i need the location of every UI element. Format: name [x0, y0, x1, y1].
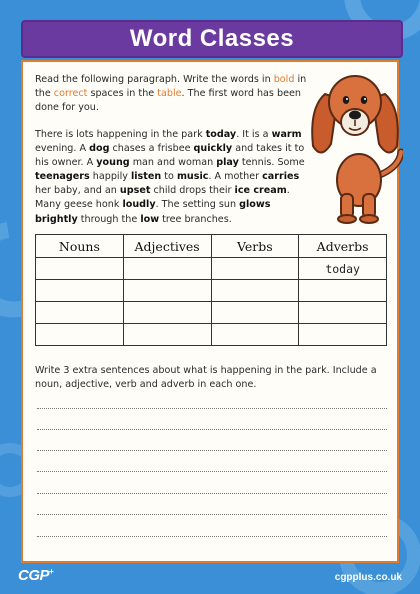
- table-cell[interactable]: [36, 302, 124, 324]
- table-row: [36, 302, 387, 324]
- table-cell[interactable]: [36, 324, 124, 346]
- table-cell[interactable]: [211, 258, 299, 280]
- story-paragraph: [35, 128, 315, 227]
- bold-word: loudly: [122, 199, 156, 211]
- title-banner: [21, 20, 403, 58]
- bold-word: young: [96, 157, 130, 169]
- table-cell[interactable]: [211, 324, 299, 346]
- bold-word: teenagers: [35, 171, 90, 183]
- instructions-text: in the: [35, 74, 307, 99]
- bold-word: glows: [239, 199, 271, 211]
- instructions-highlight-table: table: [157, 88, 182, 99]
- writing-line[interactable]: [37, 429, 387, 430]
- table-cell[interactable]: [299, 302, 387, 324]
- table-row: [36, 280, 387, 302]
- bold-word: brightly: [35, 213, 78, 225]
- paragraph-text: . The setting sun: [155, 199, 240, 211]
- paragraph-text: to: [161, 171, 177, 183]
- cgp-logo: [18, 567, 53, 584]
- table-cell[interactable]: [299, 280, 387, 302]
- bold-word: dog: [89, 143, 110, 155]
- dog-illustration: [307, 68, 403, 226]
- column-header-adjectives: Adjectives: [123, 235, 211, 258]
- paragraph-text: . Many geese honk: [35, 185, 290, 211]
- table-cell[interactable]: [123, 280, 211, 302]
- paragraph-text: tennis. Some: [238, 157, 305, 169]
- website-link[interactable]: cgpplus.co.uk: [334, 572, 402, 583]
- writing-line[interactable]: [37, 493, 387, 494]
- paragraph-text: child drops their: [150, 185, 235, 197]
- writing-line[interactable]: [37, 514, 387, 515]
- writing-line[interactable]: [37, 536, 387, 537]
- paragraph-text: through the: [77, 213, 141, 225]
- paragraph-text: There is lots happening in the park: [35, 129, 206, 140]
- bold-word: today: [205, 129, 237, 140]
- table-cell[interactable]: [123, 324, 211, 346]
- table-cell[interactable]: [211, 280, 299, 302]
- logo-text: CGP: [18, 567, 50, 584]
- table-cell[interactable]: [123, 302, 211, 324]
- instructions-text: spaces in the: [87, 88, 158, 99]
- instructions-highlight-bold: bold: [273, 74, 295, 85]
- bold-word: music: [176, 171, 209, 183]
- writing-line[interactable]: [37, 408, 387, 409]
- table-cell[interactable]: [299, 324, 387, 346]
- paragraph-text: her baby, and an: [35, 185, 120, 197]
- paragraph-text: man and woman: [129, 157, 217, 169]
- bold-word: quickly: [193, 143, 233, 155]
- bold-word: upset: [119, 185, 151, 197]
- instructions-text: . The first word has been done for you.: [35, 88, 301, 113]
- word-class-table: [35, 234, 387, 346]
- table-cell[interactable]: [36, 280, 124, 302]
- table-cell[interactable]: [123, 258, 211, 280]
- table-cell[interactable]: [211, 302, 299, 324]
- instructions-text: Read the following paragraph. Write the words in: [35, 74, 274, 85]
- worksheet-panel: [21, 60, 399, 563]
- instructions-highlight-correct: correct: [53, 88, 88, 99]
- table-cell[interactable]: today: [299, 258, 387, 280]
- table-cell[interactable]: [36, 258, 124, 280]
- bold-word: carries: [262, 171, 300, 183]
- paragraph-text: happily: [89, 171, 131, 183]
- paragraph-text: evening. A: [35, 143, 90, 155]
- instructions: [35, 73, 311, 115]
- bold-word: play: [216, 157, 239, 169]
- paragraph-text: chases a frisbee: [109, 143, 194, 155]
- paragraph-text: . It is a: [236, 129, 272, 140]
- bold-word: listen: [130, 171, 162, 183]
- logo-plus: +: [49, 567, 54, 576]
- column-header-adverbs: Adverbs: [299, 235, 387, 258]
- table-row: [36, 324, 387, 346]
- writing-line[interactable]: [37, 450, 387, 451]
- table-row: [36, 258, 387, 280]
- column-header-verbs: Verbs: [211, 235, 299, 258]
- writing-line[interactable]: [37, 471, 387, 472]
- bold-word: warm: [271, 129, 302, 140]
- table-header-row: [36, 235, 387, 258]
- column-header-nouns: Nouns: [36, 235, 124, 258]
- bold-word: ice cream: [234, 185, 287, 197]
- paragraph-text: and takes it to his owner. A: [35, 143, 305, 169]
- page-title: Word Classes: [129, 25, 295, 52]
- writing-task: Write 3 extra sentences about what is happening in the park. Include a noun, adjective, verb and adverb in each one.: [35, 365, 377, 390]
- paragraph-text: tree branches.: [159, 213, 232, 225]
- bold-word: low: [140, 213, 160, 225]
- paragraph-text: . A mother: [208, 171, 263, 183]
